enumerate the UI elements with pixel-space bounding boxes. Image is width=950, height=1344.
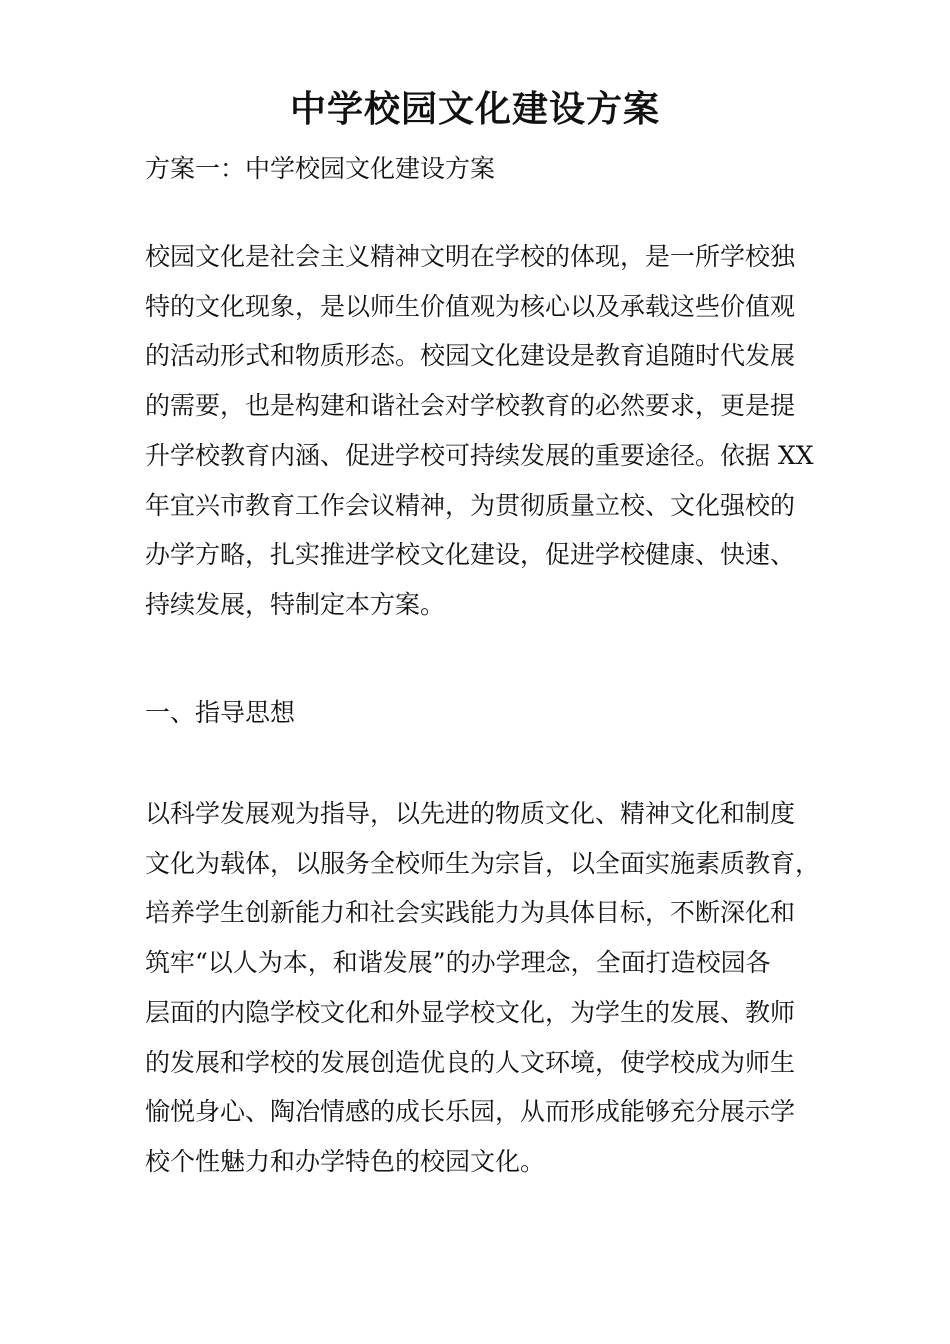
section-line: 层面的内隐学校文化和外显学校文化，为学生的发展、教师: [145, 997, 796, 1027]
intro-line: 办学方略，扎实推进学校文化建设，促进学校健康、快速、: [145, 540, 796, 570]
intro-line: 校园文化是社会主义精神文明在学校的体现，是一所学校独: [145, 242, 796, 271]
intro-paragraph: [145, 232, 815, 630]
intro-line: 升学校教育内涵、促进学校可持续发展的重要途径。依据 XX: [145, 440, 814, 470]
section-heading-guiding-ideology: 一、指导思想: [145, 698, 296, 727]
section-line: 以科学发展观为指导，以先进的物质文化、精神文化和制度: [145, 799, 796, 828]
section-line: 愉悦身心、陶冶情感的成长乐园，从而形成能够充分展示学: [145, 1097, 796, 1127]
guiding-ideology-paragraph: [145, 789, 821, 1187]
section-line: 筑牢“以人为本，和谐发展”的办学理念，全面打造校园各: [145, 948, 771, 978]
intro-line: 持续发展，特制定本方案。: [145, 589, 446, 619]
intro-line: 年宜兴市教育工作会议精神，为贯彻质量立校、文化强校的: [145, 490, 796, 520]
section-line: 文化为载体，以服务全校师生为宗旨，以全面实施素质教育，: [145, 848, 821, 878]
section-line: 的发展和学校的发展创造优良的人文环境，使学校成为师生: [145, 1047, 796, 1077]
intro-line: 的需要，也是构建和谐社会对学校教育的必然要求，更是提: [145, 391, 796, 421]
document-title: 中学校园文化建设方案: [289, 88, 660, 130]
intro-line: 的活动形式和物质形态。校园文化建设是教育追随时代发展: [145, 341, 796, 371]
section-line: 校个性魅力和办学特色的校园文化。: [145, 1146, 546, 1176]
section-line: 培养学生创新能力和社会实践能力为具体目标，不断深化和: [145, 898, 796, 928]
intro-line: 特的文化现象，是以师生价值观为核心以及承载这些价值观: [145, 291, 796, 321]
document-subtitle: 方案一：中学校园文化建设方案: [145, 154, 496, 183]
